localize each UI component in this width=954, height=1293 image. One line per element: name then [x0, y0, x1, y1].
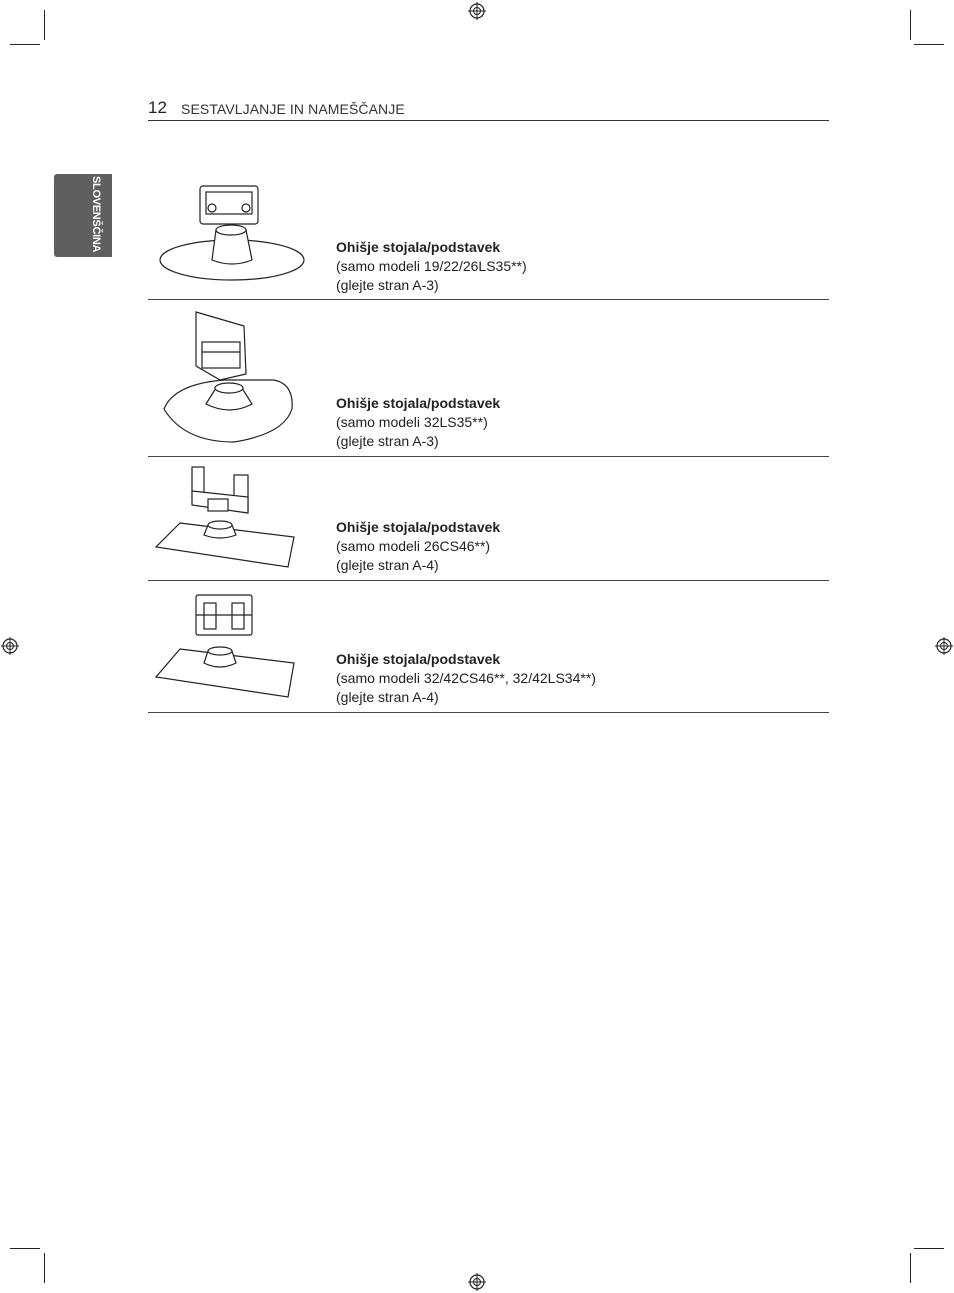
language-tab	[54, 174, 112, 257]
item-models: (samo modeli 32/42CS46**, 32/42LS34**)	[336, 670, 596, 686]
stand-rect-base-large-icon	[152, 593, 302, 715]
list-item	[148, 174, 829, 300]
crop-mark	[44, 10, 45, 40]
crop-mark	[914, 44, 944, 45]
section-title: SESTAVLJANJE IN NAMEŠČANJE	[181, 101, 405, 117]
language-tab-label: SLOVENŠČINA	[90, 176, 102, 253]
list-item	[148, 300, 829, 457]
crop-mark	[910, 1253, 911, 1283]
item-reference: (glejte stran A-4)	[336, 557, 439, 573]
stand-rounded-base-icon	[154, 304, 314, 452]
item-title: Ohišje stojala/podstavek	[336, 651, 501, 667]
list-item	[148, 457, 829, 581]
stand-rect-base-icon	[152, 461, 302, 575]
crop-mark	[914, 1248, 944, 1249]
registration-mark-icon	[468, 1273, 486, 1291]
crop-mark	[10, 44, 40, 45]
item-description	[336, 394, 500, 451]
item-reference: (glejte stran A-3)	[336, 433, 439, 449]
list-item	[148, 581, 829, 713]
registration-mark-icon	[1, 637, 19, 655]
page-number: 12	[148, 98, 167, 117]
registration-mark-icon	[468, 2, 486, 20]
item-models: (samo modeli 32LS35**)	[336, 414, 488, 430]
stand-oval-base-icon	[154, 180, 314, 292]
crop-mark	[10, 1248, 40, 1249]
crop-mark	[44, 1253, 45, 1283]
item-title: Ohišje stojala/podstavek	[336, 395, 501, 411]
registration-mark-icon	[935, 637, 953, 655]
item-description	[336, 650, 596, 707]
item-models: (samo modeli 26CS46**)	[336, 538, 491, 554]
item-reference: (glejte stran A-4)	[336, 689, 439, 705]
item-description	[336, 518, 500, 575]
item-reference: (glejte stran A-3)	[336, 277, 439, 293]
crop-mark	[910, 10, 911, 40]
page-header	[148, 98, 829, 121]
item-models: (samo modeli 19/22/26LS35**)	[336, 258, 527, 274]
item-description	[336, 238, 527, 295]
item-title: Ohišje stojala/podstavek	[336, 239, 501, 255]
item-title: Ohišje stojala/podstavek	[336, 519, 501, 535]
